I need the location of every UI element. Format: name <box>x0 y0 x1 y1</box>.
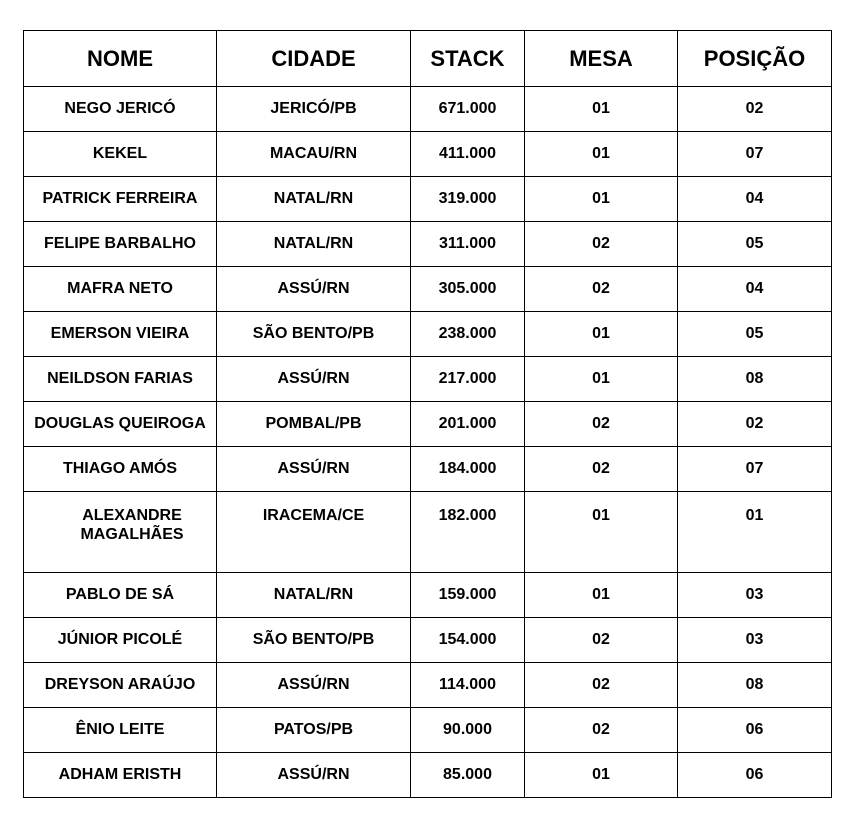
cell-posicao: 03 <box>678 618 832 663</box>
cell-mesa: 02 <box>525 618 678 663</box>
cell-stack: 159.000 <box>411 573 525 618</box>
cell-posicao: 01 <box>678 492 832 573</box>
cell-nome: DREYSON ARAÚJO <box>24 663 217 708</box>
cell-nome: DOUGLAS QUEIROGA <box>24 402 217 447</box>
header-mesa: MESA <box>525 31 678 87</box>
cell-stack: 184.000 <box>411 447 525 492</box>
cell-posicao: 03 <box>678 573 832 618</box>
cell-mesa: 01 <box>525 753 678 798</box>
table-row <box>24 708 832 753</box>
cell-nome: ÊNIO LEITE <box>24 708 217 753</box>
cell-nome: JÚNIOR PICOLÉ <box>24 618 217 663</box>
table-row <box>24 753 832 798</box>
cell-mesa: 01 <box>525 177 678 222</box>
cell-nome: KEKEL <box>24 132 217 177</box>
cell-nome <box>24 492 217 573</box>
cell-posicao: 08 <box>678 663 832 708</box>
cell-cidade: SÃO BENTO/PB <box>217 618 411 663</box>
cell-stack: 217.000 <box>411 357 525 402</box>
header-cidade: CIDADE <box>217 31 411 87</box>
cell-stack: 154.000 <box>411 618 525 663</box>
header-posicao: POSIÇÃO <box>678 31 832 87</box>
cell-cidade: NATAL/RN <box>217 222 411 267</box>
cell-mesa: 01 <box>525 87 678 132</box>
cell-posicao: 05 <box>678 312 832 357</box>
table-row <box>24 447 832 492</box>
cell-mesa: 02 <box>525 267 678 312</box>
cell-cidade: JERICÓ/PB <box>217 87 411 132</box>
cell-mesa: 02 <box>525 663 678 708</box>
cell-cidade: NATAL/RN <box>217 177 411 222</box>
cell-nome: PABLO DE SÁ <box>24 573 217 618</box>
table-row <box>24 618 832 663</box>
cell-posicao: 06 <box>678 708 832 753</box>
cell-stack: 114.000 <box>411 663 525 708</box>
cell-mesa: 01 <box>525 132 678 177</box>
cell-posicao: 05 <box>678 222 832 267</box>
cell-posicao: 04 <box>678 267 832 312</box>
cell-nome: NEGO JERICÓ <box>24 87 217 132</box>
cell-cidade: POMBAL/PB <box>217 402 411 447</box>
cell-nome: EMERSON VIEIRA <box>24 312 217 357</box>
table-row <box>24 573 832 618</box>
cell-mesa: 02 <box>525 402 678 447</box>
table-row <box>24 132 832 177</box>
cell-stack: 182.000 <box>411 492 525 573</box>
cell-stack: 311.000 <box>411 222 525 267</box>
cell-cidade: NATAL/RN <box>217 573 411 618</box>
header-stack: STACK <box>411 31 525 87</box>
table-row <box>24 402 832 447</box>
cell-cidade: ASSÚ/RN <box>217 357 411 402</box>
cell-nome: ADHAM ERISTH <box>24 753 217 798</box>
cell-nome: PATRICK FERREIRA <box>24 177 217 222</box>
cell-mesa: 02 <box>525 708 678 753</box>
table-row <box>24 312 832 357</box>
header-row <box>24 31 832 87</box>
cell-mesa: 01 <box>525 312 678 357</box>
cell-posicao: 07 <box>678 132 832 177</box>
cell-posicao: 06 <box>678 753 832 798</box>
cell-nome: FELIPE BARBALHO <box>24 222 217 267</box>
cell-cidade: ASSÚ/RN <box>217 663 411 708</box>
cell-cidade: SÃO BENTO/PB <box>217 312 411 357</box>
cell-cidade: IRACEMA/CE <box>217 492 411 573</box>
cell-stack: 305.000 <box>411 267 525 312</box>
cell-cidade: PATOS/PB <box>217 708 411 753</box>
cell-cidade: MACAU/RN <box>217 132 411 177</box>
table-row <box>24 663 832 708</box>
cell-nome: NEILDSON FARIAS <box>24 357 217 402</box>
table-row <box>24 87 832 132</box>
table-row <box>24 492 832 573</box>
cell-mesa: 01 <box>525 357 678 402</box>
cell-posicao: 07 <box>678 447 832 492</box>
cell-posicao: 08 <box>678 357 832 402</box>
cell-posicao: 02 <box>678 87 832 132</box>
table-row <box>24 267 832 312</box>
cell-cidade: ASSÚ/RN <box>217 267 411 312</box>
cell-nome: THIAGO AMÓS <box>24 447 217 492</box>
cell-mesa: 02 <box>525 222 678 267</box>
cell-stack: 671.000 <box>411 87 525 132</box>
cell-mesa: 02 <box>525 447 678 492</box>
cell-stack: 238.000 <box>411 312 525 357</box>
table-row <box>24 222 832 267</box>
cell-stack: 85.000 <box>411 753 525 798</box>
header-nome: NOME <box>24 31 217 87</box>
table-row <box>24 357 832 402</box>
cell-stack: 201.000 <box>411 402 525 447</box>
cell-stack: 319.000 <box>411 177 525 222</box>
cell-stack: 411.000 <box>411 132 525 177</box>
cell-stack: 90.000 <box>411 708 525 753</box>
cell-cidade: ASSÚ/RN <box>217 447 411 492</box>
players-table <box>23 30 832 798</box>
cell-posicao: 04 <box>678 177 832 222</box>
cell-posicao: 02 <box>678 402 832 447</box>
cell-mesa: 01 <box>525 492 678 573</box>
cell-nome-text: ALEXANDRE MAGALHÃES <box>80 507 184 543</box>
cell-mesa: 01 <box>525 573 678 618</box>
cell-nome: MAFRA NETO <box>24 267 217 312</box>
cell-cidade: ASSÚ/RN <box>217 753 411 798</box>
table-row <box>24 177 832 222</box>
